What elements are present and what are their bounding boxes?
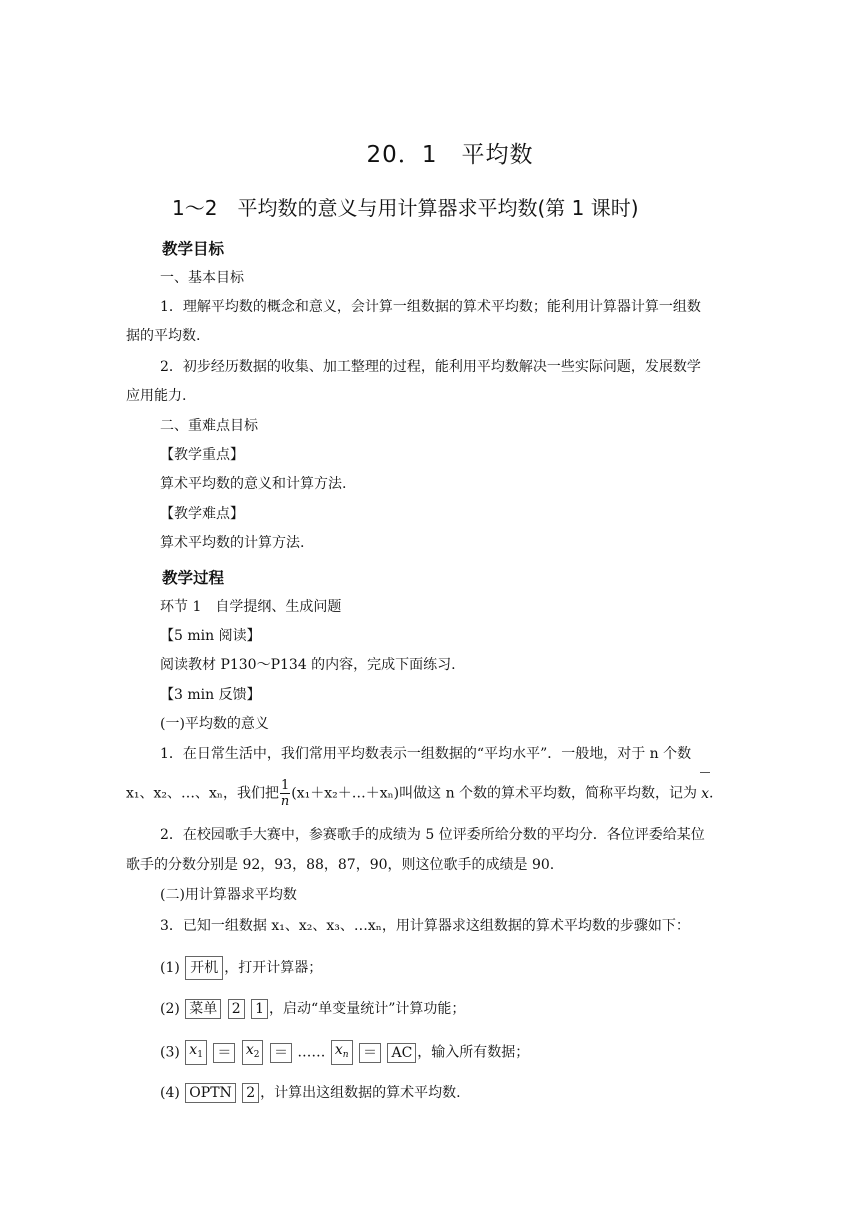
question1-line1: 1．在日常生活中，我们常用平均数表示一组数据的“平均水平”．一般地，对于 n 个数: [160, 746, 692, 762]
fraction-numerator: 1: [280, 778, 290, 793]
difficulty-text: 算术平均数的计算方法.: [160, 535, 305, 551]
step-4-number: (4): [160, 1085, 180, 1101]
calc-step-4: [160, 1083, 461, 1103]
feedback-label: 【3 min 反馈】: [160, 687, 261, 703]
xn-key-subscript: n: [342, 1050, 349, 1060]
optn-key: OPTN: [185, 1083, 236, 1103]
fraction-denominator: n: [280, 794, 290, 809]
read-text: 阅读教材 P130～P134 的内容，完成下面练习.: [160, 657, 456, 673]
step-4-text: ，计算出这组数据的算术平均数.: [260, 1085, 461, 1101]
goal-item-2-line1: 2．初步经历数据的收集、加工整理的过程，能利用平均数解决一些实际问题，发展数学: [160, 359, 701, 375]
menu-key: 菜单: [185, 999, 221, 1019]
x1-key: [185, 1040, 207, 1065]
key-goals-heading: 二、重难点目标: [160, 418, 258, 434]
page-title: 20．1 平均数: [366, 142, 534, 168]
power-on-key: 开机: [185, 956, 223, 980]
fraction-one-over-n: [280, 778, 290, 809]
step-1-number: (1): [160, 960, 180, 976]
section-heading-goals: 教学目标: [162, 240, 225, 258]
equals-key-2: ＝: [270, 1043, 292, 1063]
question1-line2-start: x₁、x₂、…、xₙ，我们把: [126, 785, 279, 802]
digit-2-key: 2: [228, 999, 245, 1019]
part1-heading: (一)平均数的意义: [160, 716, 269, 732]
read-label: 【5 min 阅读】: [160, 628, 261, 644]
step-3-number: (3): [160, 1044, 180, 1061]
question2-line1: 2．在校园歌手大赛中，参赛歌手的成绩为 5 位评委所给分数的平均分．各位评委给某位: [160, 827, 705, 843]
digit-2-key-b: 2: [242, 1083, 259, 1103]
x2-key-subscript: 2: [253, 1050, 260, 1060]
question2-line2: 歌手的分数分别是 92，93，88，87，90，则这位歌手的成绩是 90.: [126, 857, 555, 873]
step-3-text: ，输入所有数据；: [417, 1044, 530, 1061]
step-2-number: (2): [160, 1001, 180, 1017]
focus-text: 算术平均数的意义和计算方法.: [160, 476, 347, 492]
section-heading-process: 教学过程: [162, 569, 225, 587]
xn-key-letter: x: [334, 1042, 343, 1058]
goal-item-1-line2: 据的平均数.: [126, 328, 201, 344]
basic-goals-heading: 一、基本目标: [160, 270, 244, 286]
ellipsis: ……: [297, 1044, 326, 1061]
calc-step-3: [160, 1040, 529, 1065]
calc-step-2: [160, 999, 465, 1019]
lesson-subtitle: 1～2 平均数的意义与用计算器求平均数(第 1 课时): [172, 196, 639, 220]
goal-item-1-line1: 1．理解平均数的概念和意义，会计算一组数据的算术平均数；能利用计算器计算一组数: [160, 299, 701, 315]
digit-1-key: 1: [251, 999, 268, 1019]
equals-key-3: ＝: [359, 1043, 381, 1063]
x1-key-subscript: 1: [197, 1050, 203, 1060]
question1-line2: [126, 778, 713, 809]
x2-key-letter: x: [245, 1042, 254, 1058]
x1-key-letter: x: [189, 1042, 198, 1058]
calc-step-1: [160, 956, 322, 980]
mean-symbol-x-bar: x: [701, 785, 709, 802]
question1-line2-rest: (x₁＋x₂＋…＋xₙ)叫做这 n 个数的算术平均数，简称平均数，记为: [291, 785, 698, 802]
focus-label: 【教学重点】: [160, 447, 244, 463]
goal-item-2-line2: 应用能力.: [126, 388, 187, 404]
difficulty-label: 【教学难点】: [160, 506, 244, 522]
xn-key: [331, 1040, 353, 1065]
x2-key: [242, 1040, 264, 1065]
ac-key: AC: [387, 1043, 416, 1063]
question3-line1: 3．已知一组数据 x₁、x₂、x₃、…xₙ，用计算器求这组数据的算术平均数的步骤如下：: [160, 918, 690, 934]
step-2-text: ，启动“单变量统计”计算功能；: [269, 1001, 466, 1017]
part2-heading: (二)用计算器求平均数: [160, 887, 297, 903]
step-1-text: ，打开计算器；: [224, 960, 323, 976]
step1-heading: 环节 1 自学提纲、生成问题: [160, 599, 342, 615]
equals-key-1: ＝: [213, 1043, 235, 1063]
question1-end: .: [708, 785, 714, 802]
